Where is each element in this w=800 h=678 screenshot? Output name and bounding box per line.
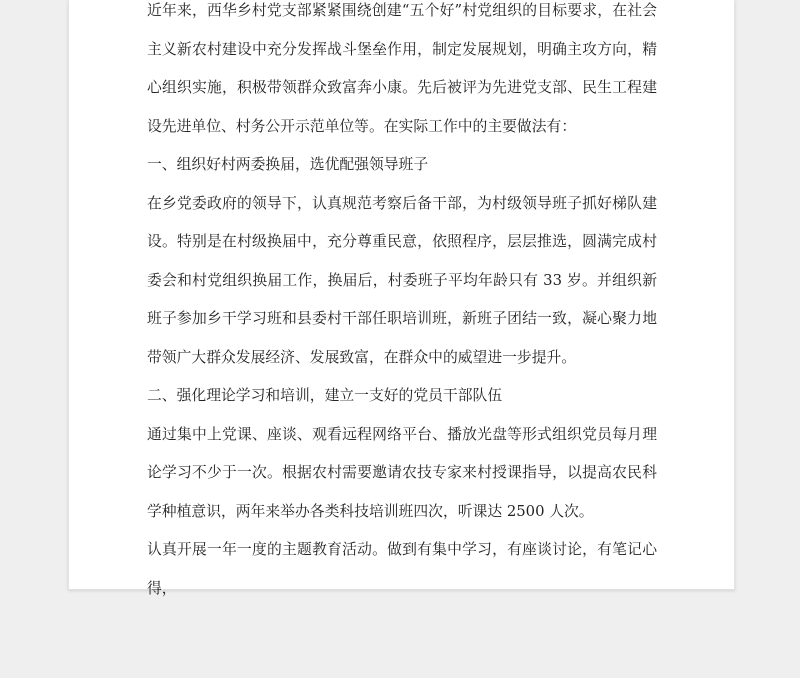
section-1-paragraph: 在乡党委政府的领导下，认真规范考察后备干部，为村级领导班子抓好梯队建设。特别是在村级换届中，充分尊重民意，依照程序，层层推选，圆满完成村委会和村党组织换届工作，换届后，村委班子平均年龄只有 33 岁。并组织新班子参加乡干学习班和县委村干部任职培训班，新班子团结一致，凝心聚力地带领广大群众发展经济、发展致富，在群众中的威望进一步提升。 (147, 194, 657, 366)
section-2-paragraph: 通过集中上党课、座谈、观看远程网络平台、播放光盘等形式组织党员每月理论学习不少于一次。根据农村需要邀请农技专家来村授课指导，以提高农民科学种植意识，两年来举办各类科技培训班四次，听课达 2500 人次。 (147, 425, 657, 520)
document-page (68, 0, 735, 597)
document-body (147, 0, 657, 608)
section-heading-2: 二、强化理论学习和培训，建立一支好的党员干部队伍 (147, 387, 503, 404)
section-heading-1: 一、组织好村两委换届，选优配强领导班子 (147, 156, 429, 173)
theme-education-paragraph: 认真开展一年一度的主题教育活动。做到有集中学习，有座谈讨论，有笔记心得， (147, 541, 657, 597)
intro-paragraph: 近年来，西华乡村党支部紧紧围绕创建“五个好”村党组织的目标要求，在社会主义新农村建设中充分发挥战斗堡垒作用，制定发展规划，明确主攻方向，精心组织实施，积极带领群众致富奔小康。先后被评为先进党支部、民生工程建设先进单位、村务公开示范单位等。在实际工作中的主要做法有： (147, 2, 657, 135)
